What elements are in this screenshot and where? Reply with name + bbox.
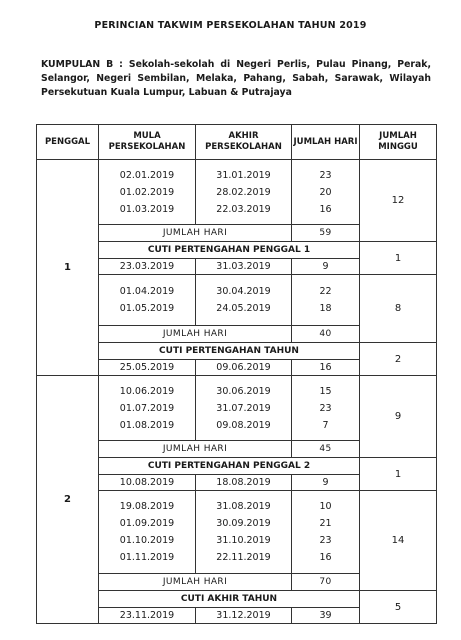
day-count: 20 bbox=[319, 186, 332, 198]
mula-cell bbox=[99, 491, 196, 574]
date-line: 22.11.2019 bbox=[216, 552, 271, 563]
day-count: 16 bbox=[319, 552, 332, 563]
cuti-hari: 39 bbox=[292, 608, 360, 624]
document-title: PERINCIAN TAKWIM PERSEKOLAHAN TAHUN 2019 bbox=[94, 20, 367, 31]
date-line: 01.02.2019 bbox=[119, 186, 175, 198]
cuti-akhir: 18.08.2019 bbox=[196, 475, 292, 491]
mula-cell bbox=[99, 376, 196, 441]
akhir-cell bbox=[196, 376, 292, 441]
date-line: 31.08.2019 bbox=[216, 501, 271, 512]
date-line: 01.10.2019 bbox=[119, 535, 175, 546]
cuti-mula: 23.03.2019 bbox=[99, 259, 196, 275]
cuti-title: CUTI PERTENGAHAN PENGGAL 2 bbox=[99, 458, 360, 475]
jumlah-hari-total: 45 bbox=[292, 441, 360, 458]
cuti-hari: 16 bbox=[292, 360, 360, 376]
date-line: 19.08.2019 bbox=[119, 501, 175, 512]
date-line: 01.05.2019 bbox=[119, 303, 175, 314]
date-line: 30.04.2019 bbox=[216, 286, 271, 297]
minggu-cell: 14 bbox=[360, 491, 437, 591]
cuti-akhir: 31.12.2019 bbox=[196, 608, 292, 624]
jumlah-hari-total: 59 bbox=[292, 225, 360, 242]
akhir-cell bbox=[196, 275, 292, 326]
date-line: 30.09.2019 bbox=[216, 518, 271, 529]
cuti-title: CUTI PERTENGAHAN PENGGAL 1 bbox=[99, 242, 360, 259]
jumlah-hari-total: 70 bbox=[292, 574, 360, 591]
date-line: 31.07.2019 bbox=[216, 402, 271, 414]
header-row bbox=[37, 125, 437, 160]
date-line: 10.06.2019 bbox=[119, 385, 175, 397]
mula-cell bbox=[99, 275, 196, 326]
date-line: 31.10.2019 bbox=[216, 535, 271, 546]
date-line: 28.02.2019 bbox=[216, 186, 271, 198]
jumlah-hari-label: JUMLAH HARI bbox=[99, 326, 292, 343]
cuti-akhir: 09.06.2019 bbox=[196, 360, 292, 376]
header-penggal: PENGGAL bbox=[37, 125, 99, 160]
cuti-mula: 10.08.2019 bbox=[99, 475, 196, 491]
day-count: 15 bbox=[319, 385, 332, 397]
jumlah-hari-label: JUMLAH HARI bbox=[99, 574, 292, 591]
date-line: 09.08.2019 bbox=[216, 419, 271, 431]
day-count: 16 bbox=[319, 203, 332, 215]
hari-cell bbox=[292, 376, 360, 441]
date-line: 02.01.2019 bbox=[119, 169, 175, 181]
minggu-cell: 1 bbox=[360, 458, 437, 491]
mula-cell bbox=[99, 160, 196, 225]
minggu-cell: 1 bbox=[360, 242, 437, 275]
hari-cell bbox=[292, 160, 360, 225]
calendar-table bbox=[36, 124, 437, 624]
date-line: 24.05.2019 bbox=[216, 303, 271, 314]
penggal-2-label: 2 bbox=[37, 376, 99, 624]
cuti-mula: 25.05.2019 bbox=[99, 360, 196, 376]
date-line: 01.03.2019 bbox=[119, 203, 175, 215]
date-line: 01.04.2019 bbox=[119, 286, 175, 297]
day-count: 21 bbox=[319, 518, 332, 529]
hari-cell bbox=[292, 491, 360, 574]
akhir-cell bbox=[196, 491, 292, 574]
day-count: 18 bbox=[319, 303, 332, 314]
date-line: 01.11.2019 bbox=[119, 552, 175, 563]
hari-cell bbox=[292, 275, 360, 326]
minggu-cell: 2 bbox=[360, 343, 437, 376]
cuti-hari: 9 bbox=[292, 259, 360, 275]
cuti-akhir: 31.03.2019 bbox=[196, 259, 292, 275]
day-count: 10 bbox=[319, 501, 332, 512]
date-line: 01.07.2019 bbox=[119, 402, 175, 414]
day-count: 23 bbox=[319, 402, 332, 414]
jumlah-hari-label: JUMLAH HARI bbox=[99, 225, 292, 242]
table-row bbox=[37, 376, 437, 441]
header-akhir: AKHIR PERSEKOLAHAN bbox=[196, 125, 292, 160]
group-description: KUMPULAN B : Sekolah-sekolah di Negeri Perlis, Pulau Pinang, Perak, Selangor, Negeri Sembilan, Melaka, Pahang, Sabah, Sarawak, Wilayah Persekutuan Kuala Lumpur, Labuan & Putrajaya bbox=[41, 59, 432, 98]
minggu-cell: 12 bbox=[360, 160, 437, 242]
group-label: KUMPULAN B bbox=[41, 59, 114, 70]
header-minggu: JUMLAH MINGGU bbox=[360, 125, 437, 160]
day-count: 23 bbox=[319, 535, 332, 546]
group-text: Sekolah-sekolah di Negeri Perlis, Pulau Pinang, Perak, Selangor, Negeri Sembilan, Melaka, Pahang, Sabah, Sarawak, Wilayah Persekutuan Kuala Lumpur, Labuan & Putrajaya bbox=[41, 59, 432, 98]
minggu-cell: 9 bbox=[360, 376, 437, 458]
minggu-cell: 8 bbox=[360, 275, 437, 343]
jumlah-hari-label: JUMLAH HARI bbox=[99, 441, 292, 458]
header-hari: JUMLAH HARI bbox=[292, 125, 360, 160]
cuti-mula: 23.11.2019 bbox=[99, 608, 196, 624]
table-row bbox=[37, 160, 437, 225]
date-line: 01.08.2019 bbox=[119, 419, 175, 431]
day-count: 22 bbox=[319, 286, 332, 297]
day-count: 23 bbox=[319, 169, 332, 181]
date-line: 22.03.2019 bbox=[216, 203, 271, 215]
jumlah-hari-total: 40 bbox=[292, 326, 360, 343]
date-line: 30.06.2019 bbox=[216, 385, 271, 397]
cuti-title: CUTI PERTENGAHAN TAHUN bbox=[99, 343, 360, 360]
cuti-hari: 9 bbox=[292, 475, 360, 491]
minggu-cell: 5 bbox=[360, 591, 437, 624]
penggal-1-label: 1 bbox=[37, 160, 99, 376]
date-line: 01.09.2019 bbox=[119, 518, 175, 529]
date-line: 31.01.2019 bbox=[216, 169, 271, 181]
header-mula: MULA PERSEKOLAHAN bbox=[99, 125, 196, 160]
akhir-cell bbox=[196, 160, 292, 225]
cuti-title: CUTI AKHIR TAHUN bbox=[99, 591, 360, 608]
day-count: 7 bbox=[322, 419, 329, 431]
